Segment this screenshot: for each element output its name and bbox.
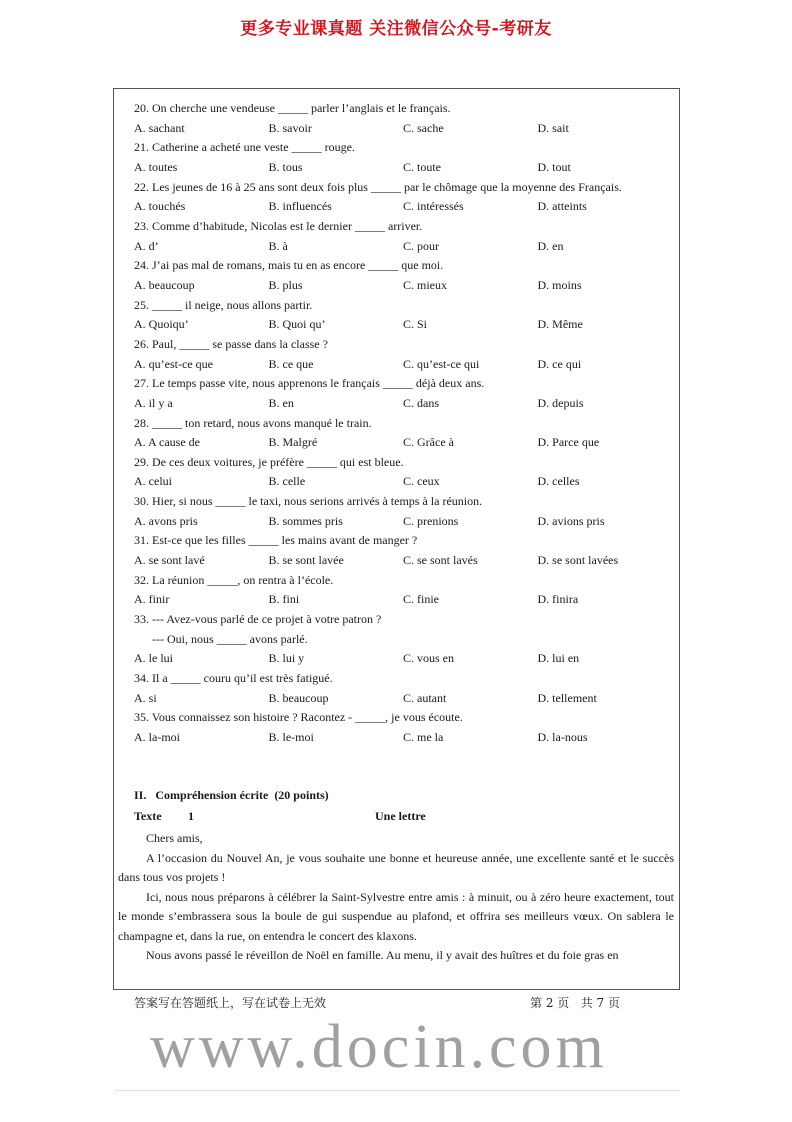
answer-options — [134, 433, 672, 453]
question-item — [134, 178, 672, 217]
answer-option: C. Grâce à — [403, 435, 454, 450]
promo-banner: 更多专业课真题 关注微信公众号-考研友 — [240, 19, 552, 39]
answer-options — [134, 590, 672, 610]
answer-option: C. mieux — [403, 277, 447, 292]
answer-option: C. se sont lavés — [403, 553, 478, 568]
question-text: 27. Le temps passe vite, nous apprenons le français _____ déjà deux ans. — [134, 376, 485, 391]
answer-option: B. savoir — [268, 120, 312, 135]
answer-option: A. sachant — [134, 120, 185, 135]
question-text: 26. Paul, _____ se passe dans la classe ? — [134, 336, 328, 351]
answer-option: B. celle — [268, 474, 306, 489]
answer-option: C. Si — [403, 317, 428, 332]
answer-option: A. celui — [134, 474, 172, 489]
answer-option: A. touchés — [134, 199, 186, 214]
letter-paragraph: Ici, nous nous préparons à célébrer la Saint-Sylvestre entre amis : à minuit, ou à zéro heure exactement, tout le monde s’embrassera sous la boule de gui suspendue au plafond, et offrira ses meilleurs vœux. On sablera le champagne et, dans la rue, on entendra le concert des klaxons. — [118, 889, 674, 943]
answer-option: C. me la — [403, 730, 444, 744]
answer-option: A. Quoiqu’ — [134, 317, 189, 332]
answer-option: C. ceux — [403, 474, 440, 489]
answer-options — [134, 728, 672, 748]
answer-option: C. vous en — [403, 651, 454, 666]
letter-paragraph: A l’occasion du Nouvel An, je vous souhaite une bonne et heureuse année, une excellente santé et le succès dans tous vos projets ! — [118, 850, 674, 884]
answer-option: A. il y a — [134, 395, 173, 410]
question-item — [134, 296, 672, 335]
question-item — [134, 374, 672, 413]
answer-option: A. se sont lavé — [134, 553, 205, 568]
answer-option: B. sommes pris — [268, 513, 343, 528]
texte-number: 1 — [188, 809, 194, 823]
answer-option: B. en — [268, 395, 294, 410]
answer-options — [134, 472, 672, 492]
answer-option: C. prenions — [403, 513, 459, 528]
question-text: 22. Les jeunes de 16 à 25 ans sont deux fois plus _____ par le chômage que la moyenne des Français. — [134, 179, 622, 194]
answer-option: B. Malgré — [268, 435, 318, 450]
answer-options — [134, 689, 672, 709]
answer-options — [134, 315, 672, 335]
answer-option: B. Quoi qu’ — [268, 317, 326, 332]
answer-option: B. lui y — [268, 651, 305, 666]
answer-option: A. d’ — [134, 238, 159, 253]
question-item — [134, 414, 672, 453]
question-item — [134, 453, 672, 492]
question-item — [134, 610, 672, 669]
question-item — [134, 99, 672, 138]
question-item — [134, 669, 672, 708]
answer-option: C. sache — [403, 120, 444, 135]
answer-option: A. beaucoup — [134, 277, 195, 292]
answer-option: D. en — [537, 238, 564, 253]
question-text: 35. Vous connaissez son histoire ? Racontez - _____, je vous écoute. — [134, 710, 463, 725]
answer-option: B. ce que — [268, 356, 314, 371]
answer-options — [134, 237, 672, 257]
question-item — [134, 492, 672, 531]
question-item — [134, 335, 672, 374]
question-list — [134, 99, 672, 748]
question-text: 30. Hier, si nous _____ le taxi, nous serions arrivés à temps à la réunion. — [134, 494, 483, 509]
question-text: 28. _____ ton retard, nous avons manqué le train. — [134, 415, 372, 430]
question-item — [134, 708, 672, 747]
question-item — [134, 256, 672, 295]
question-item — [134, 531, 672, 570]
answer-option: D. Parce que — [537, 435, 600, 450]
answer-option: D. avions pris — [537, 513, 605, 528]
answer-option: C. autant — [403, 690, 447, 705]
answer-options — [134, 119, 672, 139]
answer-option: C. pour — [403, 238, 439, 253]
answer-options — [134, 355, 672, 375]
question-text: 33. --- Avez-vous parlé de ce projet à votre patron ? — [134, 612, 382, 627]
answer-option: D. finira — [537, 592, 579, 607]
answer-options — [134, 551, 672, 571]
answer-option: B. fini — [268, 592, 300, 607]
question-text: 20. On cherche une vendeuse _____ parler l’anglais et le français. — [134, 101, 451, 115]
question-text: 21. Catherine a acheté une veste _____ rouge. — [134, 140, 355, 155]
answer-option: D. se sont lavées — [537, 553, 619, 568]
footer-note: 答案写在答题纸上，写在试卷上无效 — [134, 996, 327, 1010]
text-heading — [134, 809, 672, 825]
answer-option: A. avons pris — [134, 513, 198, 528]
answer-option: D. moins — [537, 277, 582, 292]
question-text: 24. J’ai pas mal de romans, mais tu en as encore _____ que moi. — [134, 258, 444, 273]
answer-option: A. le lui — [134, 651, 173, 666]
answer-options — [134, 649, 672, 669]
answer-option: C. qu’est-ce qui — [403, 356, 480, 371]
answer-option: B. influencés — [268, 199, 332, 214]
answer-option: B. plus — [268, 277, 303, 292]
question-text: 32. La réunion _____, on rentra à l’école. — [134, 572, 334, 587]
answer-option: B. tous — [268, 159, 303, 174]
answer-option: C. finie — [403, 592, 439, 607]
answer-option: D. atteints — [537, 199, 587, 214]
answer-option: A. toutes — [134, 159, 178, 174]
answer-options — [134, 197, 672, 217]
answer-option: D. Même — [537, 317, 583, 332]
answer-option: D. tout — [537, 159, 571, 174]
answer-option: A. qu’est-ce que — [134, 356, 213, 371]
question-text: 25. _____ il neige, nous allons partir. — [134, 297, 313, 312]
letter-salutation: Chers amis, — [146, 831, 203, 845]
texte-label: Texte — [134, 809, 162, 823]
answer-options — [134, 158, 672, 178]
letter-body — [118, 829, 674, 966]
answer-option: B. beaucoup — [268, 690, 329, 705]
answer-option: A. finir — [134, 592, 170, 607]
answer-option: C. dans — [403, 395, 439, 410]
section-heading: II. Compréhension écrite (20 points) — [134, 788, 329, 802]
question-item — [134, 217, 672, 256]
answer-option: D. lui en — [537, 651, 580, 666]
answer-option: C. toute — [403, 159, 441, 174]
question-text: 31. Est-ce que les filles _____ les mains avant de manger ? — [134, 533, 418, 548]
answer-option: A. la-moi — [134, 730, 180, 744]
answer-option: B. se sont lavée — [268, 553, 344, 568]
answer-option: D. celles — [537, 474, 580, 489]
question-item — [134, 571, 672, 610]
answer-option: D. sait — [537, 120, 569, 135]
texte-title: Une lettre — [375, 809, 426, 823]
answer-option: B. le-moi — [268, 730, 314, 744]
question-text-continued: --- Oui, nous _____ avons parlé. — [152, 631, 308, 646]
answer-option: A. A cause de — [134, 435, 200, 450]
page-number: 第 2 页 共 7 页 — [530, 996, 620, 1010]
question-item — [134, 138, 672, 177]
question-text: 29. De ces deux voitures, je préfère _____ qui est bleue. — [134, 454, 404, 469]
watermark: www.docin.com — [150, 1013, 608, 1081]
answer-options — [134, 512, 672, 532]
answer-option: B. à — [268, 238, 288, 253]
answer-options — [134, 276, 672, 296]
answer-option: D. ce qui — [537, 356, 582, 371]
question-text: 23. Comme d’habitude, Nicolas est le dernier _____ arriver. — [134, 218, 423, 233]
question-text: 34. Il a _____ couru qu’il est très fatigué. — [134, 671, 333, 686]
answer-option: D. depuis — [537, 395, 584, 410]
answer-option: D. tellement — [537, 690, 597, 705]
answer-option: A. si — [134, 690, 157, 705]
answer-option: D. la-nous — [537, 730, 588, 744]
bottom-divider — [115, 1090, 680, 1091]
answer-option: C. intéressés — [403, 199, 464, 214]
letter-paragraph: Nous avons passé le réveillon de Noël en famille. Au menu, il y avait des huîtres et du foie gras en — [146, 948, 619, 962]
answer-options — [134, 394, 672, 414]
